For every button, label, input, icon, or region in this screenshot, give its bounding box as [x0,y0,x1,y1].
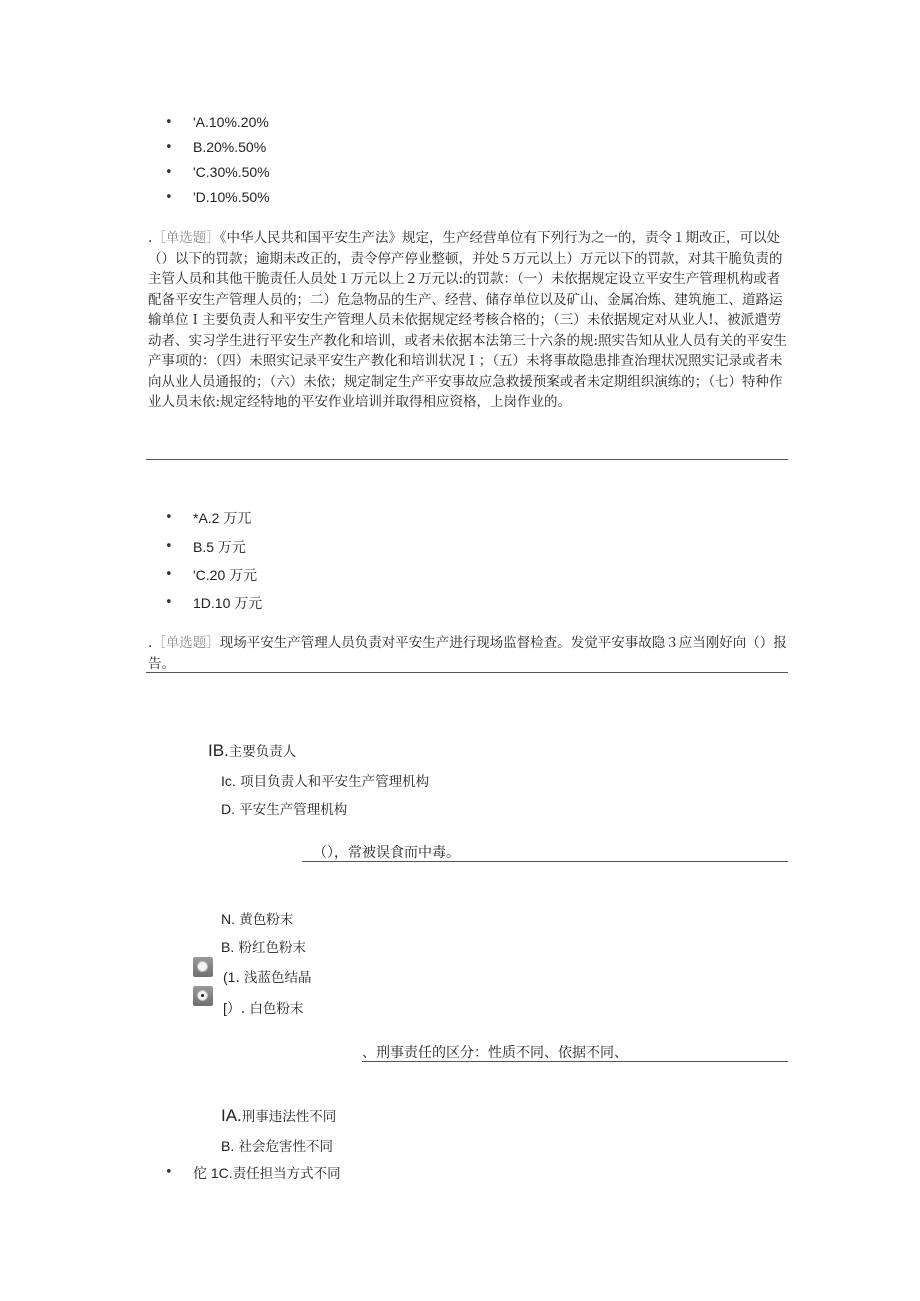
list-item[interactable]: • B.20%.50% [193,135,270,160]
list-item[interactable]: • B.5 万元 [193,533,262,561]
divider [302,861,788,862]
question-type-tag: ［单选题］ [152,635,220,651]
q4-options-list [193,1160,341,1186]
divider [146,459,788,460]
radio-unselected[interactable] [193,957,213,977]
divider [146,672,788,673]
list-item[interactable]: • 'C.20 万元 [193,561,262,589]
q1-options-list [193,503,262,617]
list-item[interactable]: • 1D.10 万元 [193,589,262,617]
q3-option-a[interactable]: N. 黄色粉末 [221,911,294,928]
q2-option-b[interactable]: IB.主要负责人 [208,741,297,760]
list-item[interactable]: • 'C.30%.50% [193,160,270,185]
question-3-fragment: （），常被误食而中毒。 [313,845,460,861]
question-1 [148,228,788,413]
question-prefix: . [148,230,153,246]
question-type-tag: ［单选题］ [152,230,220,246]
q3-option-b[interactable]: B. 粉红色粉末 [221,939,307,956]
list-item[interactable]: • 'D.10%.50% [193,185,270,210]
q2-option-d[interactable]: D. 平安生产管理机构 [221,801,348,818]
list-item[interactable]: • 佗 1C.责任担当方式不同 [193,1160,341,1186]
question-text: 《中华人民共和国平安生产法》规定，生产经营单位有下列行为之一的，责令１期改正，可以处（）以下的罚款；逾期未改正的，责令停产停业整顿，并处５万元以上）万元以下的罚款，对其干脆负责的主管人员和其他干脆责任人员处１万元以上２万元以:的罚款：（一）未依据规定设立平安生产管理机构或者配备平安生产管理人员的；二）危急物品的生产、经营、储存单位以及矿山、金属冶炼、建筑施工、道路运输单位Ｉ主要负责人和平安生产管理人员未依据规定经考核合格的；（三）未依据规定对从业人!、被派遣劳动者、实习学生进行平安生产教化和培训，或者未依据本法第三十六条的规:照实告知从业人员有关的平安生产事项的：（四）未照实记录平安生产教化和培训状况Ｉ；（五）未将事故隐患排查治理状况照实记录或者未向从业人员通报的；（六）未依；规定制定生产平安事故应急救援预案或者未定期组织演练的；（七）特种作业人员未依:规定经特地的平安作业培训并取得相应资格，上岗作业的。 [148,230,788,410]
prev-options-list [193,110,270,210]
radio-selected[interactable] [193,986,213,1006]
divider [362,1061,788,1062]
list-item[interactable]: • *A.2 万兀 [193,503,262,533]
list-item[interactable]: • 'A.10%.20% [193,110,270,135]
q3-option-c[interactable]: (1. 浅蓝色结晶 [223,969,312,986]
question-4-fragment: 、刑事责任的区分：性质不同、依据不同、 [362,1045,628,1061]
q4-option-a[interactable]: IA.刑事违法性不同 [221,1106,337,1125]
question-prefix: . [148,635,153,651]
q3-option-d[interactable]: [）. 白色粉末 [223,1000,304,1017]
question-text: 现场平安生产管理人员负责对平安生产进行现场监督检查。发觉平安事故隐３应当刚好向（）报告。 [148,635,787,672]
question-2 [148,633,788,674]
q4-option-b[interactable]: B. 社会危害性不同 [221,1138,334,1155]
q2-option-c[interactable]: Ic. 项目负责人和平安生产管理机构 [221,773,430,790]
